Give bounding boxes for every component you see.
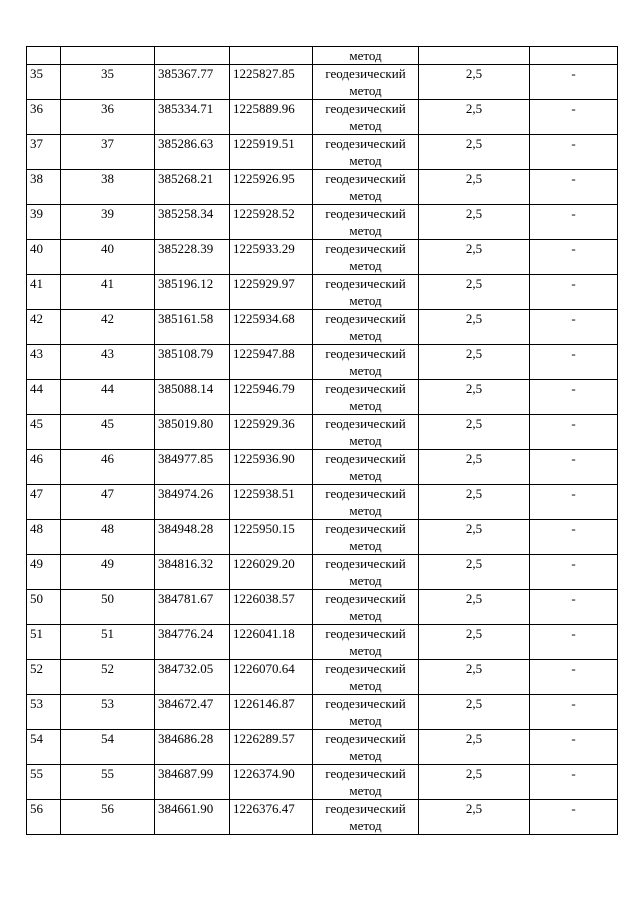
table-row — [27, 800, 618, 835]
cell-method — [313, 695, 419, 730]
cell-note: - — [530, 765, 618, 800]
cell-x-coordinate: 384672.47 — [155, 695, 230, 730]
table-row — [27, 415, 618, 450]
method-line-2: метод — [349, 153, 382, 168]
cell-y-coordinate: 1226041.18 — [230, 625, 313, 660]
method-line-1: геодезический — [325, 696, 406, 711]
cell-row-number: 42 — [27, 310, 61, 345]
cell-accuracy: 2,5 — [419, 590, 530, 625]
cell-method — [313, 660, 419, 695]
table-row — [27, 590, 618, 625]
cell-row-number: 55 — [27, 765, 61, 800]
cell-point-number: 55 — [61, 765, 155, 800]
method-line-1: геодезический — [325, 66, 406, 81]
cell-empty — [530, 47, 618, 65]
method-line-1: геодезический — [325, 416, 406, 431]
cell-y-coordinate: 1225827.85 — [230, 65, 313, 100]
cell-row-number: 47 — [27, 485, 61, 520]
cell-y-coordinate: 1226038.57 — [230, 590, 313, 625]
cell-empty — [230, 47, 313, 65]
cell-row-number: 44 — [27, 380, 61, 415]
cell-y-coordinate: 1225928.52 — [230, 205, 313, 240]
method-line-1: геодезический — [325, 731, 406, 746]
method-line-1: геодезический — [325, 136, 406, 151]
method-line-2: метод — [349, 608, 382, 623]
table-row — [27, 625, 618, 660]
method-line-2: метод — [349, 538, 382, 553]
table-row — [27, 380, 618, 415]
cell-method — [313, 205, 419, 240]
table-row — [27, 485, 618, 520]
cell-x-coordinate: 384687.99 — [155, 765, 230, 800]
cell-x-coordinate: 385286.63 — [155, 135, 230, 170]
cell-method — [313, 730, 419, 765]
continuation-row — [27, 47, 618, 65]
cell-note: - — [530, 520, 618, 555]
cell-row-number: 36 — [27, 100, 61, 135]
cell-row-number: 53 — [27, 695, 61, 730]
cell-accuracy: 2,5 — [419, 555, 530, 590]
cell-point-number: 38 — [61, 170, 155, 205]
cell-accuracy: 2,5 — [419, 380, 530, 415]
cell-point-number: 54 — [61, 730, 155, 765]
method-line-2: метод — [349, 818, 382, 833]
cell-y-coordinate: 1225933.29 — [230, 240, 313, 275]
cell-note: - — [530, 345, 618, 380]
cell-row-number: 56 — [27, 800, 61, 835]
method-line-2: метод — [349, 83, 382, 98]
cell-note: - — [530, 275, 618, 310]
cell-point-number: 56 — [61, 800, 155, 835]
cell-accuracy: 2,5 — [419, 65, 530, 100]
cell-y-coordinate: 1226376.47 — [230, 800, 313, 835]
cell-method — [313, 485, 419, 520]
table-row — [27, 695, 618, 730]
method-line-1: геодезический — [325, 381, 406, 396]
cell-row-number: 48 — [27, 520, 61, 555]
table-row — [27, 205, 618, 240]
cell-row-number: 50 — [27, 590, 61, 625]
method-line-2: метод — [349, 118, 382, 133]
cell-point-number: 52 — [61, 660, 155, 695]
cell-x-coordinate: 384686.28 — [155, 730, 230, 765]
cell-note: - — [530, 625, 618, 660]
method-line-1: геодезический — [325, 766, 406, 781]
cell-x-coordinate: 385196.12 — [155, 275, 230, 310]
method-line-1: геодезический — [325, 101, 406, 116]
cell-method — [313, 555, 419, 590]
table-row — [27, 730, 618, 765]
cell-note: - — [530, 65, 618, 100]
method-line-2: метод — [349, 223, 382, 238]
cell-note: - — [530, 310, 618, 345]
cell-accuracy: 2,5 — [419, 205, 530, 240]
cell-point-number: 42 — [61, 310, 155, 345]
table-row — [27, 240, 618, 275]
cell-accuracy: 2,5 — [419, 625, 530, 660]
cell-method — [313, 380, 419, 415]
method-line-2: метод — [349, 258, 382, 273]
cell-accuracy: 2,5 — [419, 450, 530, 485]
cell-row-number: 39 — [27, 205, 61, 240]
cell-empty — [155, 47, 230, 65]
method-line-2: метод — [349, 678, 382, 693]
cell-accuracy: 2,5 — [419, 275, 530, 310]
cell-point-number: 51 — [61, 625, 155, 660]
cell-y-coordinate: 1226146.87 — [230, 695, 313, 730]
table-row — [27, 660, 618, 695]
method-line-2: метод — [349, 573, 382, 588]
cell-point-number: 36 — [61, 100, 155, 135]
method-line-2: метод — [349, 328, 382, 343]
cell-row-number: 54 — [27, 730, 61, 765]
cell-y-coordinate: 1226289.57 — [230, 730, 313, 765]
method-line-2: метод — [349, 783, 382, 798]
cell-row-number: 51 — [27, 625, 61, 660]
cell-method — [313, 135, 419, 170]
method-line-2: метод — [349, 748, 382, 763]
cell-y-coordinate: 1225929.97 — [230, 275, 313, 310]
table-row — [27, 345, 618, 380]
cell-y-coordinate: 1225929.36 — [230, 415, 313, 450]
method-line-1: геодезический — [325, 346, 406, 361]
table-row — [27, 765, 618, 800]
cell-point-number: 37 — [61, 135, 155, 170]
cell-x-coordinate: 384732.05 — [155, 660, 230, 695]
method-line-2: метод — [349, 398, 382, 413]
table-row — [27, 310, 618, 345]
method-line-1: геодезический — [325, 206, 406, 221]
cell-empty — [419, 47, 530, 65]
cell-x-coordinate: 385228.39 — [155, 240, 230, 275]
cell-accuracy: 2,5 — [419, 345, 530, 380]
table-row — [27, 275, 618, 310]
cell-y-coordinate: 1226029.20 — [230, 555, 313, 590]
cell-method — [313, 275, 419, 310]
table-row — [27, 65, 618, 100]
method-line-2: метод — [349, 188, 382, 203]
cell-note: - — [530, 800, 618, 835]
cell-point-number: 39 — [61, 205, 155, 240]
cell-y-coordinate: 1225934.68 — [230, 310, 313, 345]
cell-note: - — [530, 135, 618, 170]
cell-x-coordinate: 384977.85 — [155, 450, 230, 485]
method-line-2: метод — [349, 363, 382, 378]
coordinates-table — [26, 46, 618, 835]
cell-y-coordinate: 1225938.51 — [230, 485, 313, 520]
cell-method — [313, 765, 419, 800]
cell-x-coordinate: 385019.80 — [155, 415, 230, 450]
cell-method — [313, 450, 419, 485]
method-line-1: геодезический — [325, 311, 406, 326]
cell-y-coordinate: 1225947.88 — [230, 345, 313, 380]
method-line-2: метод — [349, 468, 382, 483]
cell-point-number: 49 — [61, 555, 155, 590]
table-row — [27, 135, 618, 170]
method-line-1: геодезический — [325, 591, 406, 606]
cell-note: - — [530, 415, 618, 450]
cell-row-number: 52 — [27, 660, 61, 695]
method-line-1: геодезический — [325, 661, 406, 676]
cell-y-coordinate: 1225936.90 — [230, 450, 313, 485]
cell-accuracy: 2,5 — [419, 240, 530, 275]
method-line-2: метод — [349, 503, 382, 518]
cell-method-continuation: метод — [313, 47, 419, 65]
method-line-1: геодезический — [325, 451, 406, 466]
cell-point-number: 45 — [61, 415, 155, 450]
cell-row-number: 49 — [27, 555, 61, 590]
table-row — [27, 100, 618, 135]
cell-accuracy: 2,5 — [419, 520, 530, 555]
cell-row-number: 40 — [27, 240, 61, 275]
cell-accuracy: 2,5 — [419, 170, 530, 205]
cell-row-number: 43 — [27, 345, 61, 380]
table-row — [27, 555, 618, 590]
cell-point-number: 35 — [61, 65, 155, 100]
cell-accuracy: 2,5 — [419, 310, 530, 345]
table-row — [27, 170, 618, 205]
cell-y-coordinate: 1225919.51 — [230, 135, 313, 170]
cell-accuracy: 2,5 — [419, 730, 530, 765]
cell-note: - — [530, 450, 618, 485]
cell-point-number: 44 — [61, 380, 155, 415]
cell-method — [313, 415, 419, 450]
cell-note: - — [530, 205, 618, 240]
cell-x-coordinate: 384816.32 — [155, 555, 230, 590]
cell-accuracy: 2,5 — [419, 695, 530, 730]
cell-x-coordinate: 384974.26 — [155, 485, 230, 520]
cell-point-number: 47 — [61, 485, 155, 520]
cell-note: - — [530, 555, 618, 590]
table-body — [27, 47, 618, 835]
cell-note: - — [530, 170, 618, 205]
cell-method — [313, 590, 419, 625]
method-line-1: геодезический — [325, 486, 406, 501]
method-line-1: геодезический — [325, 241, 406, 256]
cell-note: - — [530, 485, 618, 520]
cell-method — [313, 65, 419, 100]
cell-note: - — [530, 240, 618, 275]
cell-point-number: 40 — [61, 240, 155, 275]
cell-method — [313, 100, 419, 135]
table-row — [27, 450, 618, 485]
method-line-2: метод — [349, 713, 382, 728]
cell-x-coordinate: 385367.77 — [155, 65, 230, 100]
method-line-1: геодезический — [325, 521, 406, 536]
cell-x-coordinate: 384661.90 — [155, 800, 230, 835]
method-line-1: геодезический — [325, 801, 406, 816]
cell-accuracy: 2,5 — [419, 660, 530, 695]
cell-x-coordinate: 385334.71 — [155, 100, 230, 135]
cell-x-coordinate: 384781.67 — [155, 590, 230, 625]
cell-empty — [27, 47, 61, 65]
cell-y-coordinate: 1225926.95 — [230, 170, 313, 205]
cell-point-number: 46 — [61, 450, 155, 485]
cell-method — [313, 345, 419, 380]
cell-note: - — [530, 590, 618, 625]
cell-row-number: 37 — [27, 135, 61, 170]
cell-accuracy: 2,5 — [419, 765, 530, 800]
cell-note: - — [530, 660, 618, 695]
cell-accuracy: 2,5 — [419, 800, 530, 835]
table-row — [27, 520, 618, 555]
method-line-1: геодезический — [325, 276, 406, 291]
cell-x-coordinate: 385161.58 — [155, 310, 230, 345]
cell-accuracy: 2,5 — [419, 135, 530, 170]
cell-row-number: 41 — [27, 275, 61, 310]
cell-accuracy: 2,5 — [419, 415, 530, 450]
cell-x-coordinate: 384776.24 — [155, 625, 230, 660]
method-line-1: геодезический — [325, 556, 406, 571]
cell-note: - — [530, 100, 618, 135]
cell-point-number: 41 — [61, 275, 155, 310]
cell-method — [313, 240, 419, 275]
cell-method — [313, 310, 419, 345]
cell-accuracy: 2,5 — [419, 100, 530, 135]
cell-point-number: 53 — [61, 695, 155, 730]
cell-row-number: 38 — [27, 170, 61, 205]
method-line-2: метод — [349, 433, 382, 448]
cell-row-number: 45 — [27, 415, 61, 450]
cell-x-coordinate: 384948.28 — [155, 520, 230, 555]
cell-x-coordinate: 385108.79 — [155, 345, 230, 380]
cell-y-coordinate: 1226070.64 — [230, 660, 313, 695]
cell-row-number: 46 — [27, 450, 61, 485]
cell-y-coordinate: 1225946.79 — [230, 380, 313, 415]
cell-y-coordinate: 1226374.90 — [230, 765, 313, 800]
cell-y-coordinate: 1225889.96 — [230, 100, 313, 135]
cell-method — [313, 800, 419, 835]
cell-point-number: 50 — [61, 590, 155, 625]
cell-empty — [61, 47, 155, 65]
cell-row-number: 35 — [27, 65, 61, 100]
cell-method — [313, 170, 419, 205]
cell-point-number: 43 — [61, 345, 155, 380]
cell-note: - — [530, 730, 618, 765]
method-line-2: метод — [349, 643, 382, 658]
cell-note: - — [530, 695, 618, 730]
cell-method — [313, 520, 419, 555]
cell-point-number: 48 — [61, 520, 155, 555]
method-line-1: геодезический — [325, 171, 406, 186]
method-line-2: метод — [349, 293, 382, 308]
method-line-1: геодезический — [325, 626, 406, 641]
cell-note: - — [530, 380, 618, 415]
cell-x-coordinate: 385088.14 — [155, 380, 230, 415]
cell-accuracy: 2,5 — [419, 485, 530, 520]
cell-y-coordinate: 1225950.15 — [230, 520, 313, 555]
cell-x-coordinate: 385268.21 — [155, 170, 230, 205]
cell-x-coordinate: 385258.34 — [155, 205, 230, 240]
cell-method — [313, 625, 419, 660]
